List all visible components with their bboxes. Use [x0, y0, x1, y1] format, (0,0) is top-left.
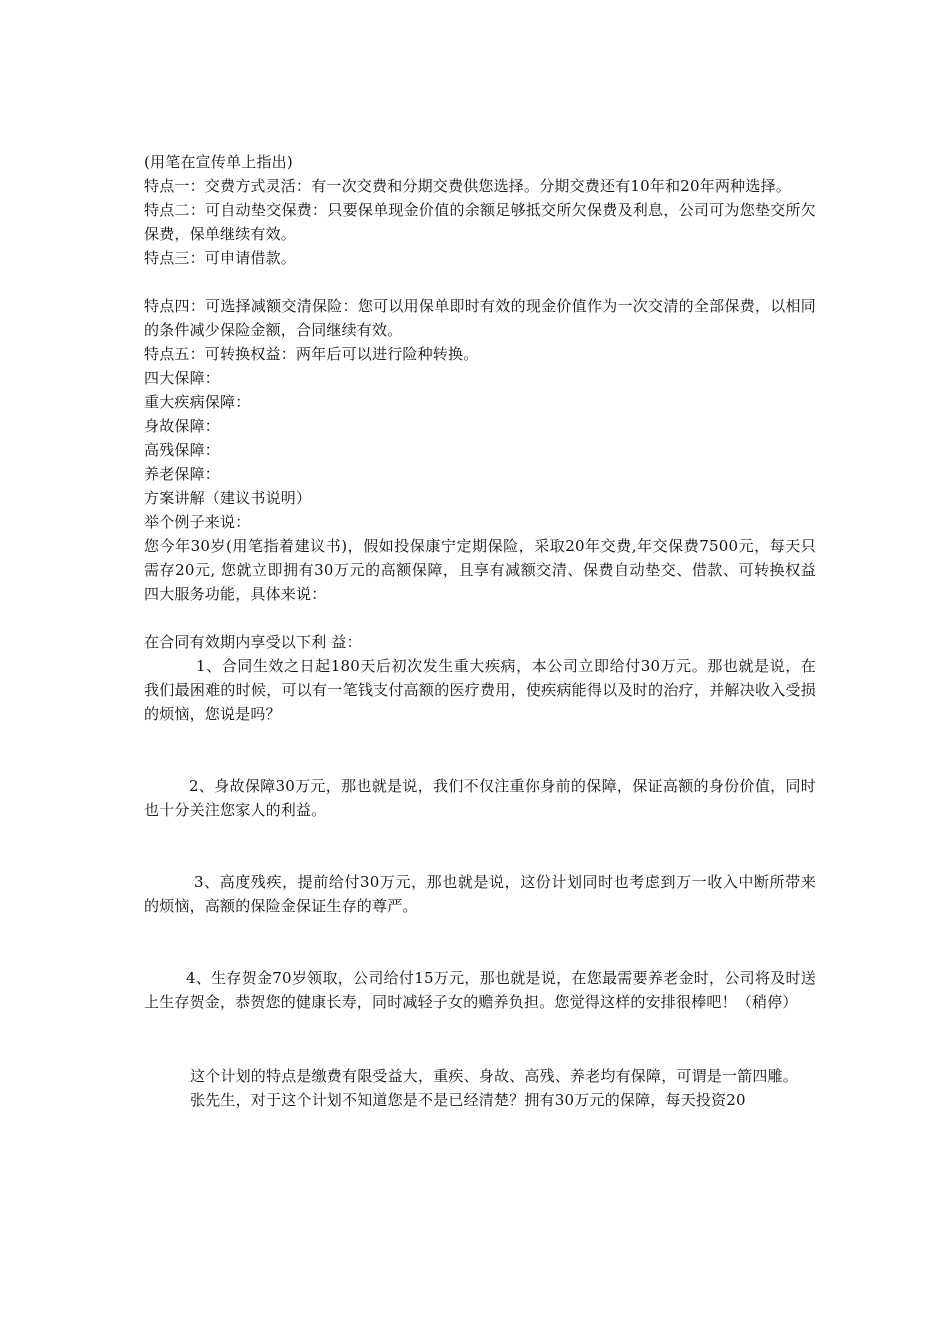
benefit-three: 3、高度残疾，提前给付30万元，那也就是说，这份计划同时也考虑到万一收入中断所带来的烦恼，高额的保险金保证生存的尊严。 — [144, 873, 816, 915]
document-body — [144, 150, 816, 1112]
benefit-two: 2、身故保障30万元，那也就是说，我们不仅注重你身前的保障，保证高额的身份价值，同时也十分关注您家人的利益。 — [144, 777, 816, 819]
example-paragraph: 您今年30岁(用笔指着建议书)，假如投保康宁定期保险，采取20年交费,年交保费7500元，每天只需存20元, 您就立即拥有30万元的高额保障，且享有减额交清、保费自动垫交、借款、可转换权益四大服务功能，具体来说： — [144, 537, 816, 603]
blank-line — [144, 606, 816, 630]
blank-space — [144, 726, 816, 774]
benefit-four: 4、生存贺金70岁领取，公司给付15万元，那也就是说，在您最需要养老金时，公司将及时送上生存贺金，恭贺您的健康长寿，同时减轻子女的赡养负担。您觉得这样的安排很棒吧！（稍停） — [144, 969, 816, 1011]
death-benefit-item: 身故保障： — [144, 417, 221, 435]
pension-item: 养老保障： — [144, 465, 221, 483]
feature-two: 特点二：可自动垫交保费：只要保单现金价值的余额足够抵交所欠保费及利息，公司可为您垫交所欠保费，保单继续有效。 — [144, 201, 816, 243]
disability-item: 高残保障： — [144, 441, 221, 459]
plan-explanation-heading: 方案讲解（建议书说明） — [144, 489, 312, 507]
blank-space — [144, 918, 816, 966]
blank-line — [144, 270, 816, 294]
closing-question: 张先生，对于这个计划不知道您是不是已经清楚？拥有30万元的保障，每天投资20 — [190, 1091, 746, 1109]
feature-three: 特点三：可申请借款。 — [144, 249, 297, 267]
instruction-note: (用笔在宣传单上指出) — [144, 153, 293, 171]
plan-summary: 这个计划的特点是缴费有限受益大，重疾、身故、高残、养老均有保障，可谓是一箭四雕。 — [190, 1067, 799, 1085]
feature-one: 特点一：交费方式灵活：有一次交费和分期交费供您选择。分期交费还有10年和20年两种选择。 — [144, 177, 791, 195]
four-guarantees-heading: 四大保障： — [144, 369, 221, 387]
benefit-one: 1、合同生效之日起180天后初次发生重大疾病，本公司立即给付30万元。那也就是说，在我们最困难的时候，可以有一笔钱支付高额的医疗费用，使疾病能得以及时的治疗，并解决收入受损的烦恼，您说是吗？ — [144, 657, 816, 723]
example-intro: 举个例子来说： — [144, 513, 251, 531]
blank-space — [144, 822, 816, 870]
feature-five: 特点五：可转换权益：两年后可以进行险种转换。 — [144, 345, 479, 363]
benefits-heading: 在合同有效期内享受以下利 益： — [144, 633, 362, 651]
critical-illness-item: 重大疾病保障： — [144, 393, 251, 411]
feature-four: 特点四：可选择减额交清保险：您可以用保单即时有效的现金价值作为一次交清的全部保费，以相同的条件减少保险金额，合同继续有效。 — [144, 297, 816, 339]
blank-space — [144, 1014, 816, 1064]
